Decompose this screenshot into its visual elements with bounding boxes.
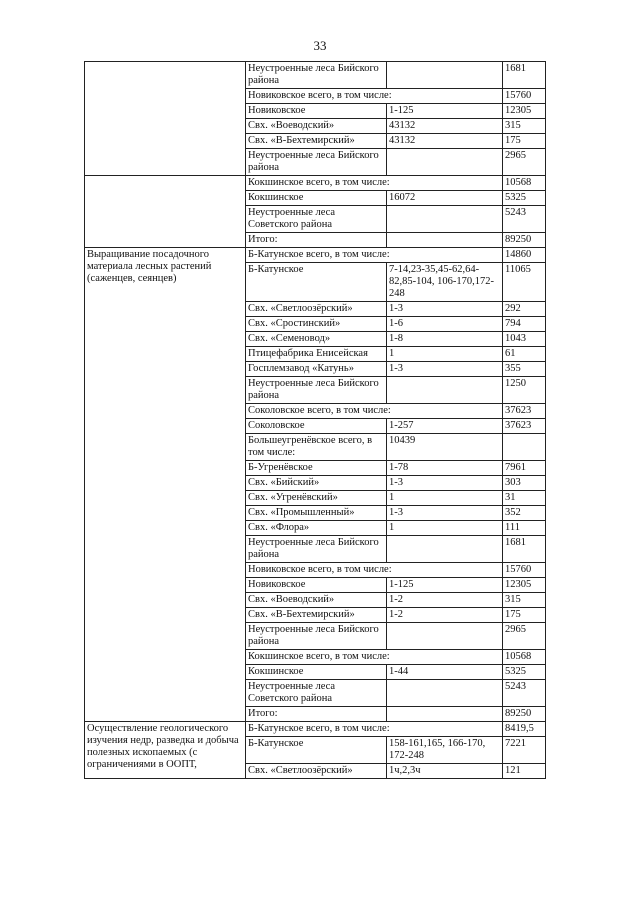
forestry-name-cell: Б-Катунское всего, в том числе: xyxy=(246,248,503,263)
forestry-name-cell: Свх. «Флора» xyxy=(246,521,387,536)
forest-areas-table xyxy=(84,61,546,779)
empty-activity-cell xyxy=(85,176,246,248)
area-cell: 5325 xyxy=(503,191,546,206)
quarters-cell: 43132 xyxy=(387,119,503,134)
forestry-name-cell: Соколовское xyxy=(246,419,387,434)
area-cell: 11065 xyxy=(503,263,546,302)
area-cell: 111 xyxy=(503,521,546,536)
quarters-cell: 158-161,165, 166-170, 172-248 xyxy=(387,737,503,764)
quarters-cell: 1 xyxy=(387,491,503,506)
area-cell: 14860 xyxy=(503,248,546,263)
quarters-cell: 16072 xyxy=(387,191,503,206)
forestry-name-cell: Неустроенные леса Бийского района xyxy=(246,149,387,176)
empty-activity-cell xyxy=(85,62,246,176)
area-cell: 8419,5 xyxy=(503,722,546,737)
area-cell: 1250 xyxy=(503,377,546,404)
area-cell: 7221 xyxy=(503,737,546,764)
area-cell: 37623 xyxy=(503,404,546,419)
forestry-name-cell: Новиковское всего, в том числе: xyxy=(246,563,503,578)
area-cell: 175 xyxy=(503,134,546,149)
forestry-name-cell: Б-Катунское xyxy=(246,737,387,764)
area-cell: 292 xyxy=(503,302,546,317)
area-cell: 61 xyxy=(503,347,546,362)
area-cell: 352 xyxy=(503,506,546,521)
quarters-cell: 43132 xyxy=(387,134,503,149)
forestry-name-cell: Кокшинское xyxy=(246,191,387,206)
quarters-cell: 1-125 xyxy=(387,104,503,119)
quarters-cell: 1-3 xyxy=(387,476,503,491)
area-cell: 5243 xyxy=(503,680,546,707)
quarters-cell: 1-8 xyxy=(387,332,503,347)
quarters-cell xyxy=(387,149,503,176)
area-cell: 794 xyxy=(503,317,546,332)
quarters-cell: 1-3 xyxy=(387,362,503,377)
forestry-name-cell: Соколовское всего, в том числе: xyxy=(246,404,503,419)
area-cell: 315 xyxy=(503,119,546,134)
forestry-name-cell: Кокшинское всего, в том числе: xyxy=(246,650,503,665)
forestry-name-cell: Госплемзавод «Катунь» xyxy=(246,362,387,377)
area-cell: 1681 xyxy=(503,536,546,563)
area-cell: 15760 xyxy=(503,563,546,578)
quarters-cell: 1 xyxy=(387,347,503,362)
area-cell: 175 xyxy=(503,608,546,623)
quarters-cell xyxy=(387,536,503,563)
forestry-name-cell: Новиковское xyxy=(246,104,387,119)
area-cell: 121 xyxy=(503,764,546,779)
quarters-cell: 1-2 xyxy=(387,608,503,623)
forestry-name-cell: Неустроенные леса Бийского района xyxy=(246,536,387,563)
quarters-cell: 1-3 xyxy=(387,302,503,317)
forestry-name-cell: Итого: xyxy=(246,233,387,248)
area-cell: 12305 xyxy=(503,104,546,119)
quarters-cell xyxy=(387,623,503,650)
quarters-cell: 1-78 xyxy=(387,461,503,476)
forestry-name-cell: Новиковское всего, в том числе: xyxy=(246,89,503,104)
forestry-name-cell: Итого: xyxy=(246,707,387,722)
forestry-name-cell: Свх. «Семеновод» xyxy=(246,332,387,347)
area-cell: 89250 xyxy=(503,707,546,722)
forestry-name-cell: Неустроенные леса Советского района xyxy=(246,206,387,233)
quarters-cell: 1-2 xyxy=(387,593,503,608)
quarters-cell xyxy=(387,707,503,722)
quarters-cell: 7-14,23-35,45-62,64-82,85-104, 106-170,172-248 xyxy=(387,263,503,302)
area-cell: 355 xyxy=(503,362,546,377)
quarters-cell xyxy=(387,206,503,233)
area-cell: 5325 xyxy=(503,665,546,680)
area-cell: 37623 xyxy=(503,419,546,434)
area-cell: 89250 xyxy=(503,233,546,248)
quarters-cell: 1 xyxy=(387,521,503,536)
forestry-name-cell: Неустроенные леса Бийского района xyxy=(246,62,387,89)
table-row xyxy=(85,248,546,263)
activity-type-cell: Выращивание посадочного материала лесных растений (саженцев, сеянцев) xyxy=(85,248,246,722)
area-cell: 303 xyxy=(503,476,546,491)
forestry-name-cell: Свх. «В-Бехтемирский» xyxy=(246,134,387,149)
area-cell: 10568 xyxy=(503,650,546,665)
forestry-name-cell: Свх. «Светлоозёрский» xyxy=(246,302,387,317)
forestry-name-cell: Свх. «Промышленный» xyxy=(246,506,387,521)
forestry-name-cell: Птицефабрика Енисейская xyxy=(246,347,387,362)
quarters-cell: 1ч,2,3ч xyxy=(387,764,503,779)
table-row xyxy=(85,176,546,191)
area-cell: 31 xyxy=(503,491,546,506)
forestry-name-cell: Б-Катунское всего, в том числе: xyxy=(246,722,503,737)
area-cell xyxy=(503,434,546,461)
forestry-name-cell: Неустроенные леса Советского района xyxy=(246,680,387,707)
area-cell: 2965 xyxy=(503,149,546,176)
quarters-cell xyxy=(387,233,503,248)
forestry-name-cell: Свх. «Угренёвский» xyxy=(246,491,387,506)
quarters-cell: 1-44 xyxy=(387,665,503,680)
forestry-name-cell: Свх. «Сростинский» xyxy=(246,317,387,332)
quarters-cell: 1-6 xyxy=(387,317,503,332)
area-cell: 1043 xyxy=(503,332,546,347)
page-number: 33 xyxy=(313,38,327,53)
forestry-name-cell: Свх. «Воеводский» xyxy=(246,593,387,608)
forestry-name-cell: Свх. «Бийский» xyxy=(246,476,387,491)
forestry-name-cell: Новиковское xyxy=(246,578,387,593)
quarters-cell: 10439 xyxy=(387,434,503,461)
forestry-name-cell: Свх. «В-Бехтемирский» xyxy=(246,608,387,623)
forestry-name-cell: Свх. «Светлоозёрский» xyxy=(246,764,387,779)
quarters-cell xyxy=(387,377,503,404)
quarters-cell: 1-257 xyxy=(387,419,503,434)
quarters-cell: 1-125 xyxy=(387,578,503,593)
area-cell: 10568 xyxy=(503,176,546,191)
forestry-name-cell: Кокшинское всего, в том числе: xyxy=(246,176,503,191)
forestry-name-cell: Большеугренёвское всего, в том числе: xyxy=(246,434,387,461)
area-cell: 2965 xyxy=(503,623,546,650)
forestry-name-cell: Кокшинское xyxy=(246,665,387,680)
table-row xyxy=(85,722,546,737)
forestry-name-cell: Неустроенные леса Бийского района xyxy=(246,623,387,650)
table-row xyxy=(85,62,546,89)
forestry-name-cell: Б-Катунское xyxy=(246,263,387,302)
area-cell: 1681 xyxy=(503,62,546,89)
area-cell: 12305 xyxy=(503,578,546,593)
quarters-cell: 1-3 xyxy=(387,506,503,521)
quarters-cell xyxy=(387,680,503,707)
area-cell: 15760 xyxy=(503,89,546,104)
activity-type-cell: Осуществление геологического изучения недр, разведка и добыча полезных ископаемых (с ограничениями в ООПТ, xyxy=(85,722,246,779)
area-cell: 315 xyxy=(503,593,546,608)
area-cell: 5243 xyxy=(503,206,546,233)
forestry-name-cell: Свх. «Воеводский» xyxy=(246,119,387,134)
forestry-name-cell: Неустроенные леса Бийского района xyxy=(246,377,387,404)
forestry-name-cell: Б-Угренёвское xyxy=(246,461,387,476)
quarters-cell xyxy=(387,62,503,89)
area-cell: 7961 xyxy=(503,461,546,476)
